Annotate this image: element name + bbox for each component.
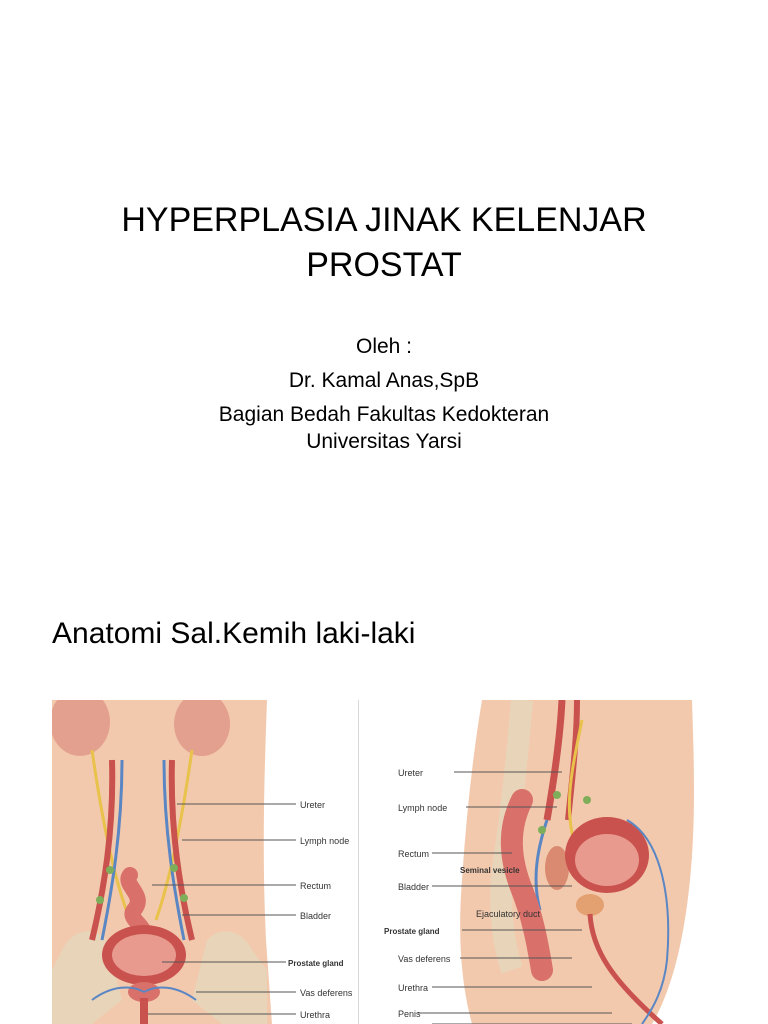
fig-left-label-vas-deferens: Vas deferens (300, 988, 353, 998)
fig-left-label-bladder: Bladder (300, 911, 332, 921)
fig-right-label-lymph-node: Lymph node (398, 803, 448, 813)
slide-2-title: Anatomi Sal.Kemih laki-laki (52, 617, 416, 650)
fig-right-label-penis: Penis (398, 1009, 421, 1019)
title-line-1: HYPERPLASIA JINAK KELENJAR (121, 201, 647, 239)
fig-left-label-urethra: Urethra (300, 1010, 331, 1020)
title-line-2: PROSTAT (306, 246, 462, 284)
anatomy-figure-sagittal (372, 700, 710, 1024)
fig-right-label-rectum: Rectum (398, 849, 430, 859)
fig-left-label-rectum: Rectum (300, 881, 332, 891)
fig-right-label-seminal-vesicle: Seminal vesicle (460, 866, 520, 875)
fig-left-label-lymph-node: Lymph node (300, 836, 350, 846)
fig-right-label-bladder: Bladder (398, 882, 430, 892)
fig-right-label-ureter: Ureter (398, 768, 424, 778)
author-prefix: Oleh : (355, 335, 413, 358)
author-name: Dr. Kamal Anas,SpB (288, 369, 480, 392)
department: Bagian Bedah Fakultas Kedokteran (218, 403, 550, 426)
fig-right-label-ejaculatory-duct: Ejaculatory duct (476, 909, 541, 919)
fig-left-label-ureter: Ureter (300, 800, 326, 810)
fig-left-label-prostate: Prostate gland (288, 959, 344, 968)
slide-subtitle (60, 333, 708, 462)
slide-2 (0, 576, 768, 1024)
fig-right-label-urethra: Urethra (398, 983, 429, 993)
university: Universitas Yarsi (306, 430, 462, 453)
slide-title (60, 198, 708, 288)
anatomy-figure-frontal (52, 700, 359, 1024)
fig-right-label-vas-deferens: Vas deferens (398, 954, 451, 964)
fig-right-label-prostate: Prostate gland (384, 927, 440, 936)
